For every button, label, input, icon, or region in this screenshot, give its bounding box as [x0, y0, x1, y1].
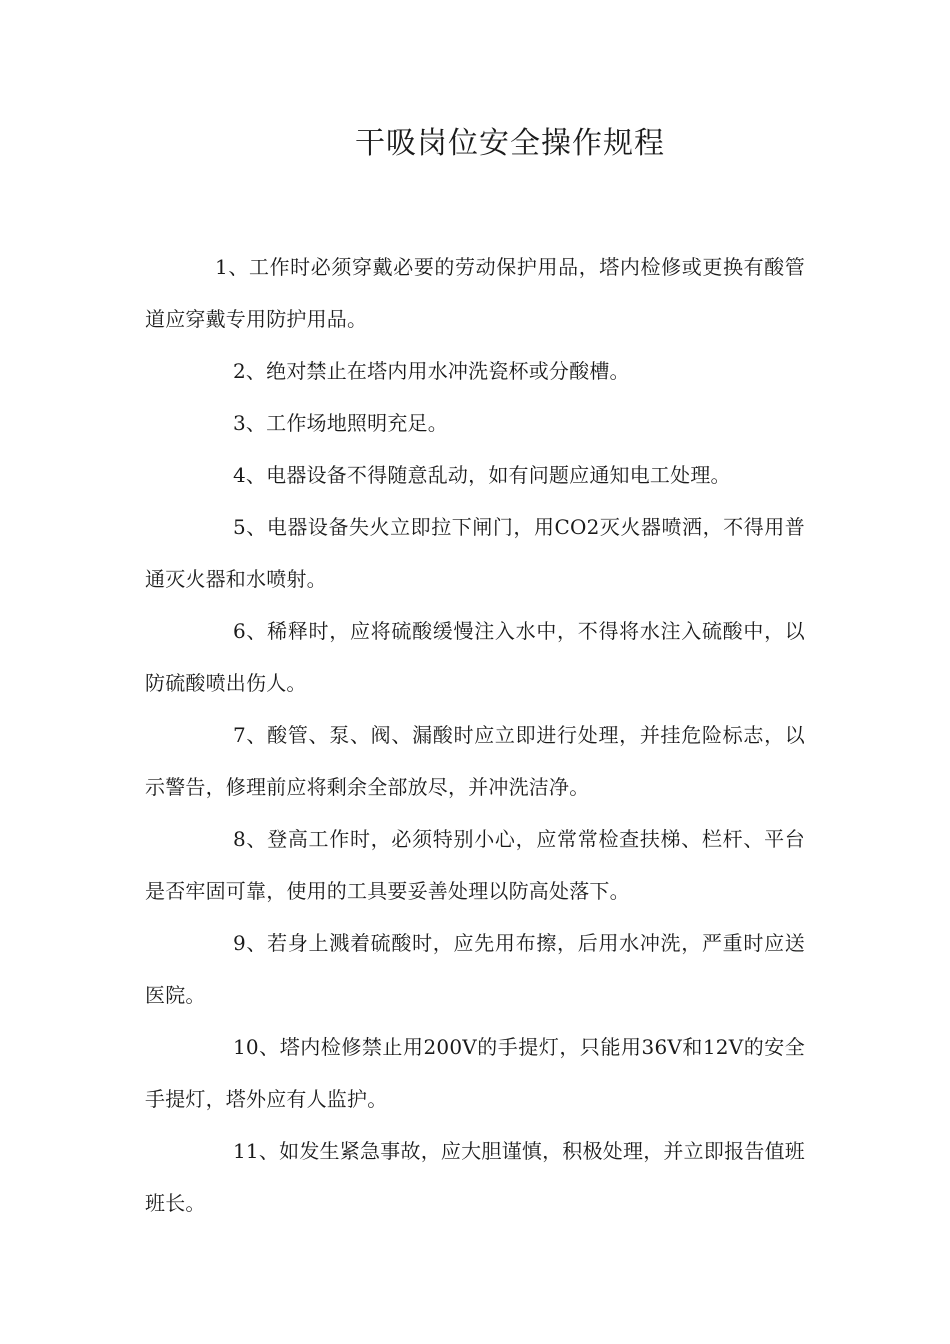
- paragraph-10: 10、塔内检修禁止用200V的手提灯，只能用36V和12V的安全手提灯，塔外应有人监护。: [145, 1035, 805, 1111]
- paragraph-9: 9、若身上溅着硫酸时，应先用布擦，后用水冲洗，严重时应送医院。: [145, 931, 805, 1007]
- document-title: 干吸岗位安全操作规程: [355, 126, 665, 161]
- paragraph-4: 4、电器设备不得随意乱动，如有问题应通知电工处理。: [233, 463, 731, 487]
- paragraph-2: 2、绝对禁止在塔内用水冲洗瓷杯或分酸槽。: [233, 359, 630, 383]
- paragraph-11: 11、如发生紧急事故，应大胆谨慎，积极处理，并立即报告值班班长。: [145, 1139, 805, 1215]
- document-body: [145, 241, 805, 1229]
- paragraph-7: 7、酸管、泵、阀、漏酸时应立即进行处理，并挂危险标志，以示警告，修理前应将剩余全部放尽，并冲洗洁净。: [145, 723, 805, 799]
- paragraph-5: 5、电器设备失火立即拉下闸门，用CO2灭火器喷洒，不得用普通灭火器和水喷射。: [145, 515, 805, 591]
- paragraph-8: 8、登高工作时，必须特别小心，应常常检查扶梯、栏杆、平台是否牢固可靠，使用的工具要妥善处理以防高处落下。: [145, 827, 805, 903]
- paragraph-1: 1、工作时必须穿戴必要的劳动保护用品，塔内检修或更换有酸管道应穿戴专用防护用品。: [145, 255, 805, 331]
- paragraph-6: 6、稀释时，应将硫酸缓慢注入水中，不得将水注入硫酸中，以防硫酸喷出伤人。: [145, 619, 805, 695]
- paragraph-3: 3、工作场地照明充足。: [233, 411, 448, 435]
